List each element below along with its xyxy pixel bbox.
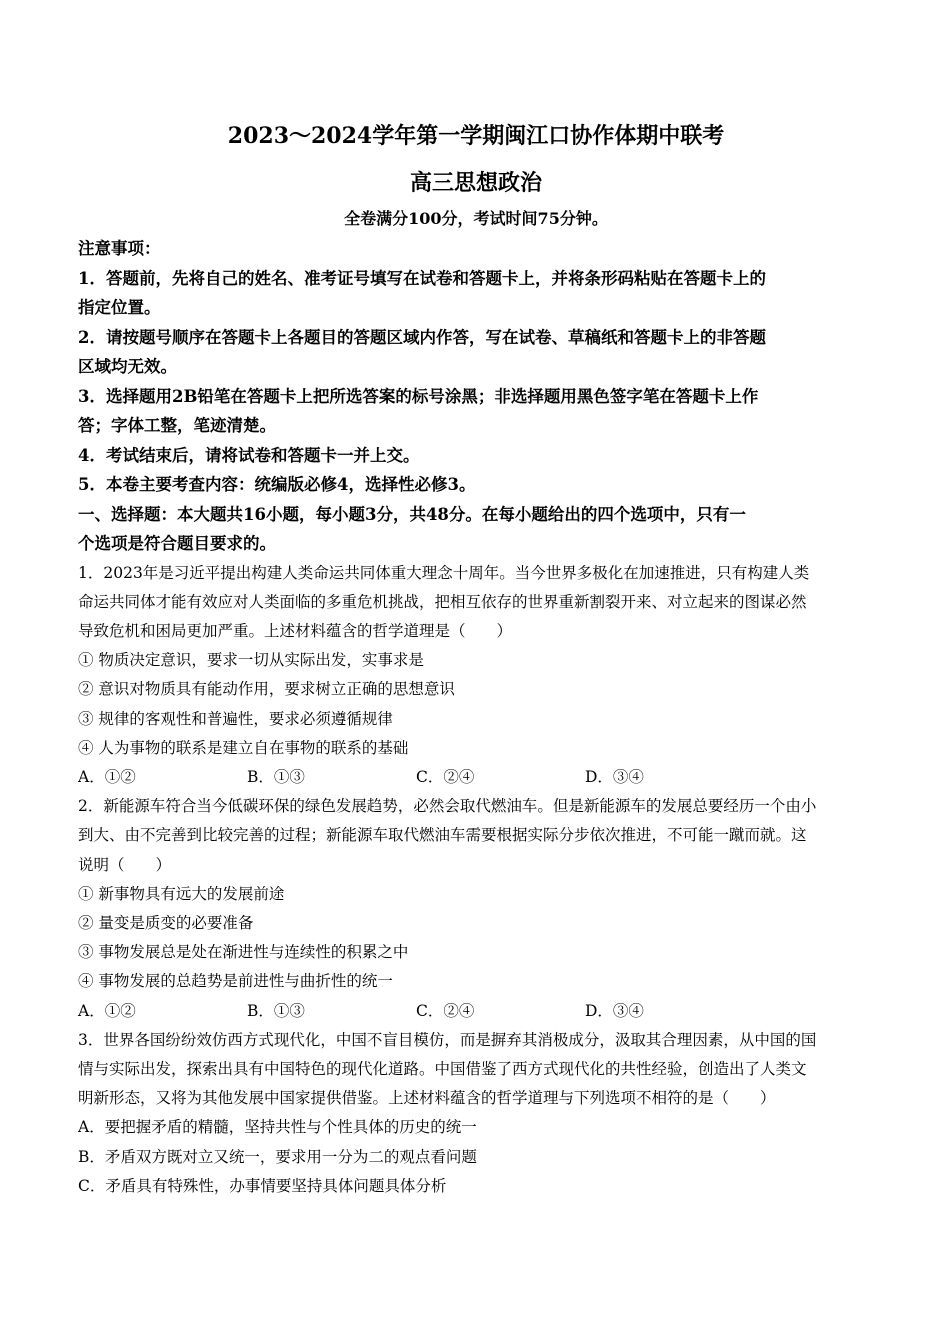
question-stem: 情与实际出发，探索出具有中国特色的现代化道路。中国借鉴了西方式现代化的共性经验，创造出了人类文	[78, 1059, 807, 1078]
question-stem: 说明（ ）	[78, 855, 172, 874]
question-stem: 导致危机和困局更加严重。上述材料蕴含的哲学道理是（ ）	[78, 621, 513, 640]
statement-item: ② 量变是质变的必要准备	[78, 913, 254, 932]
question-stem: 命运共同体才能有效应对人类面临的多重危机挑战，把相互依存的世界重新割裂开来、对立起来的图谋必然	[78, 592, 807, 611]
answer-options	[78, 763, 874, 792]
exam-title: 2023～2024学年第一学期闽江口协作体期中联考	[227, 123, 725, 149]
answer-option-line: B．矛盾双方既对立又统一，要求用一分为二的观点看问题	[78, 1147, 477, 1166]
statement-item: ④ 事物发展的总趋势是前进性与曲折性的统一	[78, 972, 393, 991]
notice-line: 4．考试结束后，请将试卷和答题卡一并上交。	[78, 445, 420, 465]
option-c: C．②④	[416, 1001, 475, 1020]
statement-item: ② 意识对物质具有能动作用，要求树立正确的思想意识	[78, 680, 455, 699]
question-stem: 3．世界各国纷纷效仿西方式现代化，中国不盲目模仿，而是摒弃其消极成分，汲取其合理因素，从中国的国	[78, 1030, 817, 1049]
section-heading-line: 个选项是符合题目要求的。	[78, 534, 276, 553]
notice-line: 区域均无效。	[78, 357, 177, 376]
answer-option-line: A．要把握矛盾的精髓，坚持共性与个性具体的历史的统一	[78, 1118, 477, 1137]
notice-line: 3．选择题用2B铅笔在答题卡上把所选答案的标号涂黑；非选择题用黑色签字笔在答题卡上作	[78, 386, 759, 406]
statement-item: ③ 事物发展总是处在渐进性与连续性的积累之中	[78, 943, 409, 962]
option-a: A．①②	[78, 767, 136, 786]
statement-item: ① 物质决定意识，要求一切从实际出发，实事求是	[78, 651, 424, 670]
question-3	[78, 1026, 874, 1201]
notice-section	[78, 234, 874, 500]
score-info: 全卷满分100分，考试时间75分钟。	[344, 209, 608, 228]
section-heading-line: 一、选择题：本大题共16小题，每小题3分，共48分。在每小题给出的四个选项中，只有一	[78, 504, 746, 524]
notice-heading: 注意事项：	[78, 239, 161, 258]
notice-line: 1．答题前，先将自己的姓名、准考证号填写在试卷和答题卡上，并将条形码粘贴在答题卡上的	[78, 268, 766, 288]
option-c: C．②④	[416, 767, 475, 786]
question-stem: 2．新能源车符合当今低碳环保的绿色发展趋势，必然会取代燃油车。但是新能源车的发展总要经历一个由小	[78, 797, 817, 816]
subject-title: 高三思想政治	[409, 170, 542, 196]
statement-item: ③ 规律的客观性和普遍性，要求必须遵循规律	[78, 709, 393, 728]
answer-options	[78, 997, 874, 1026]
question-stem: 1．2023年是习近平提出构建人类命运共同体重大理念十周年。当今世界多极化在加速推进，只有构建人类	[78, 563, 810, 582]
section-heading	[78, 500, 874, 559]
notice-line: 5．本卷主要考查内容：统编版必修4，选择性必修3。	[78, 475, 476, 494]
notice-line: 2．请按题号顺序在答题卡上各题目的答题区域内作答，写在试卷、草稿纸和答题卡上的非答题	[78, 327, 766, 347]
option-a: A．①②	[78, 1001, 136, 1020]
question-stem: 明新形态，又将为其他发展中国家提供借鉴。上述材料蕴含的哲学道理与下列选项不相符的是（ ）	[78, 1089, 776, 1108]
notice-line: 答；字体工整，笔迹清楚。	[78, 416, 276, 435]
question-2	[78, 792, 874, 1026]
question-stem: 到大、由不完善到比较完善的过程；新能源车取代燃油车需要根据实际分步依次推进，不可能一蹴而就。这	[78, 826, 807, 845]
option-d: D．③④	[585, 767, 644, 786]
statement-item: ① 新事物具有远大的发展前途	[78, 884, 285, 903]
answer-option-line: C．矛盾具有特殊性，办事情要坚持具体问题具体分析	[78, 1176, 447, 1195]
statement-item: ④ 人为事物的联系是建立自在事物的联系的基础	[78, 738, 409, 757]
notice-line: 指定位置。	[78, 298, 161, 317]
question-1	[78, 559, 874, 793]
option-d: D．③④	[585, 1001, 644, 1020]
option-b: B．①③	[247, 767, 305, 786]
option-b: B．①③	[247, 1001, 305, 1020]
